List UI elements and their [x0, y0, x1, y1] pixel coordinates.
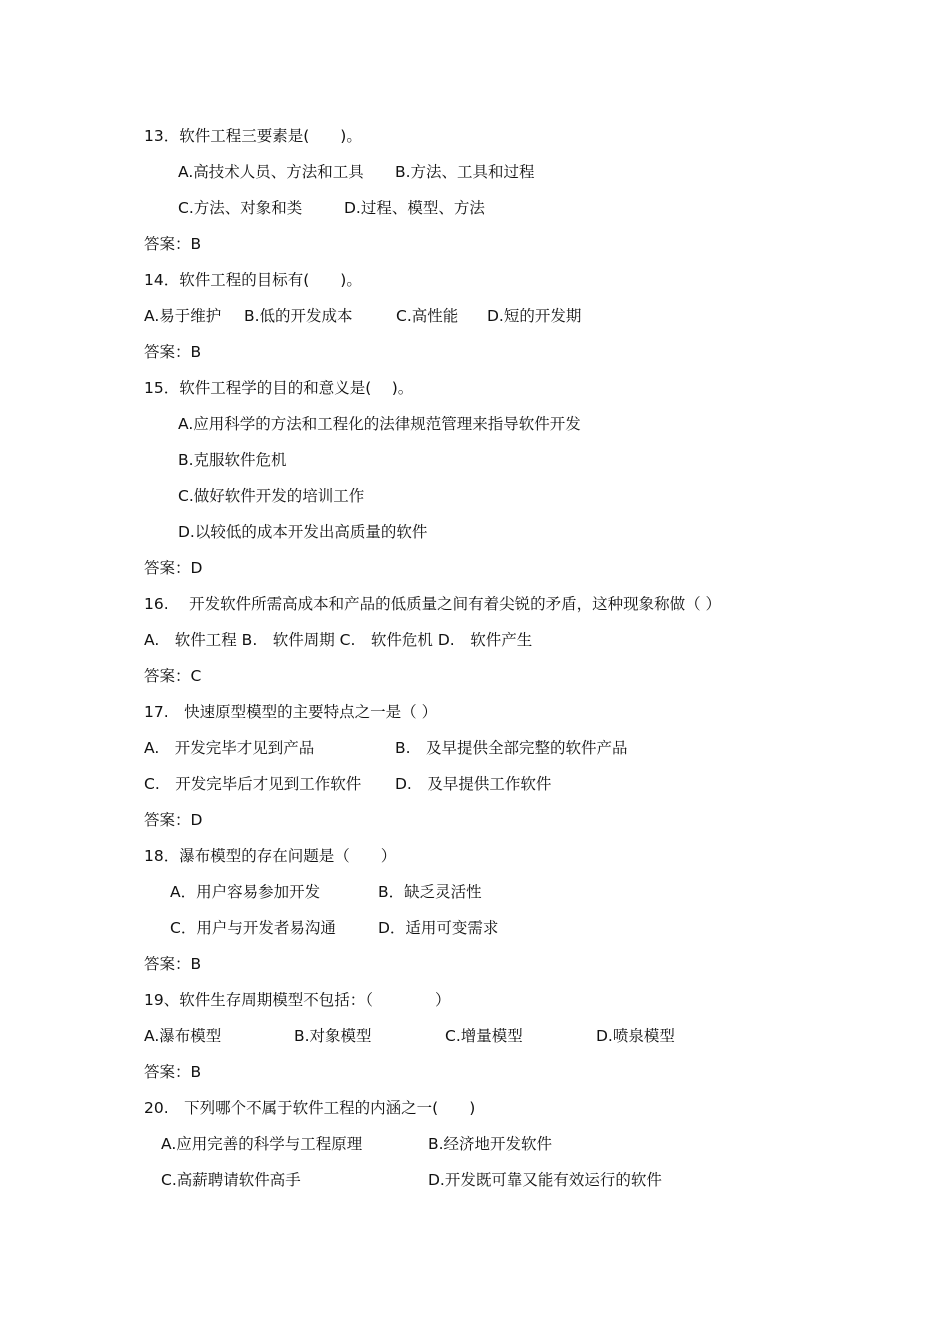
question-15-answer: 答案：D [144, 559, 203, 577]
q18-option-a: A．用户容易参加开发 [170, 883, 321, 901]
q19-option-b: B.对象模型 [294, 1027, 372, 1045]
q13-option-a: A.高技术人员、方法和工具 [178, 163, 364, 181]
question-18-answer: 答案：B [144, 955, 202, 973]
question-20-options-row-2 [161, 1167, 881, 1193]
question-16-stem: 16. 开发软件所需高成本和产品的低质量之间有着尖锐的矛盾，这种现象称做（ ） [144, 595, 722, 613]
question-14-options-row [144, 303, 904, 329]
q20-option-c: C.高薪聘请软件高手 [161, 1171, 301, 1189]
q14-option-b: B.低的开发成本 [244, 307, 353, 325]
question-17-options-row-1 [144, 735, 904, 761]
q13-option-b: B.方法、工具和过程 [395, 163, 535, 181]
q14-option-d: D.短的开发期 [487, 307, 582, 325]
q20-option-d: D.开发既可靠又能有效运行的软件 [428, 1171, 662, 1189]
question-17-options-row-2 [144, 771, 904, 797]
q18-option-d: D．适用可变需求 [378, 919, 499, 937]
question-15-stem: 15．软件工程学的目的和意义是( )。 [144, 379, 414, 397]
q20-option-b: B.经济地开发软件 [428, 1135, 553, 1153]
question-13-options-row-2 [178, 195, 878, 221]
q15-option-d: D.以较低的成本开发出高质量的软件 [178, 523, 428, 541]
q17-option-d: D. 及早提供工作软件 [395, 775, 552, 793]
q13-option-d: D.过程、模型、方法 [344, 199, 485, 217]
question-20-stem: 20. 下列哪个不属于软件工程的内涵之一( ) [144, 1099, 476, 1117]
question-13-stem: 13．软件工程三要素是( )。 [144, 127, 362, 145]
q15-option-c: C.做好软件开发的培训工作 [178, 487, 365, 505]
q19-option-c: C.增量模型 [445, 1027, 523, 1045]
question-17-answer: 答案：D [144, 811, 203, 829]
question-17-stem: 17. 快速原型模型的主要特点之一是（ ） [144, 703, 438, 721]
q14-option-a: A.易于维护 [144, 307, 222, 325]
question-18-options-row-2 [170, 915, 870, 941]
question-13-answer: 答案：B [144, 235, 202, 253]
question-19-options-row [144, 1023, 904, 1049]
question-20-options-row-1 [161, 1131, 881, 1157]
q13-option-c: C.方法、对象和类 [178, 199, 303, 217]
q17-option-b: B. 及早提供全部完整的软件产品 [395, 739, 628, 757]
question-19-answer: 答案：B [144, 1063, 202, 1081]
q15-option-b: B.克服软件危机 [178, 451, 287, 469]
question-18-stem: 18．瀑布模型的存在问题是（ ） [144, 847, 397, 865]
q17-option-c: C. 开发完毕后才见到工作软件 [144, 775, 362, 793]
q17-option-a: A. 开发完毕才见到产品 [144, 739, 315, 757]
question-14-stem: 14．软件工程的目标有( )。 [144, 271, 362, 289]
q16-options: A. 软件工程 B. 软件周期 C. 软件危机 D. 软件产生 [144, 631, 533, 649]
question-16-answer: 答案：C [144, 667, 202, 685]
question-18-options-row-1 [170, 879, 870, 905]
q19-option-a: A.瀑布模型 [144, 1027, 222, 1045]
q14-option-c: C.高性能 [396, 307, 459, 325]
q18-option-c: C．用户与开发者易沟通 [170, 919, 336, 937]
question-19-stem: 19、软件生存周期模型不包括：（ ） [144, 991, 451, 1009]
question-14-answer: 答案：B [144, 343, 202, 361]
question-13-options-row-1 [178, 159, 878, 185]
q20-option-a: A.应用完善的科学与工程原理 [161, 1135, 363, 1153]
q18-option-b: B．缺乏灵活性 [378, 883, 482, 901]
q19-option-d: D.喷泉模型 [596, 1027, 675, 1045]
q15-option-a: A.应用科学的方法和工程化的法律规范管理来指导软件开发 [178, 415, 581, 433]
